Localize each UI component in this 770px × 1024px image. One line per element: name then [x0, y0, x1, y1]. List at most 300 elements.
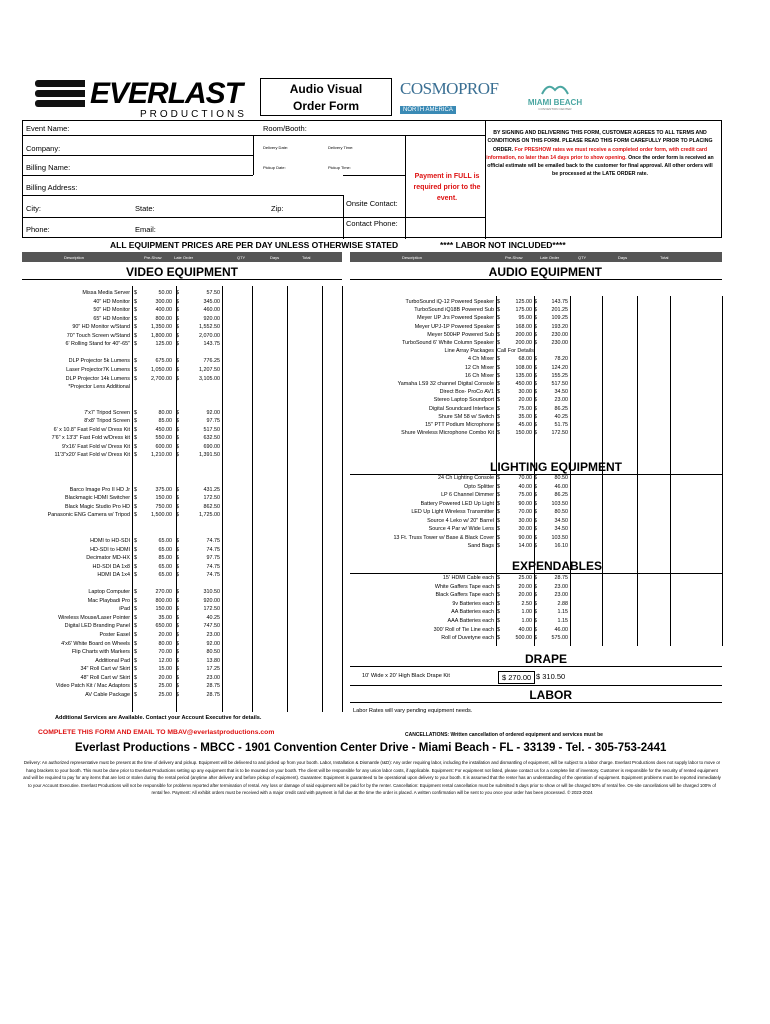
item-description: AAA Batteries each [447, 618, 494, 624]
item-description: Black Gaffers Tape each [435, 592, 494, 599]
item-preshow-currency: $ [134, 307, 137, 314]
item-description: Wireless Mouse/Laser Pointer [58, 614, 130, 621]
item-preshow-price: 90.00 [518, 534, 532, 541]
item-late-currency: $ [176, 366, 179, 373]
item-description: 34" Roll Cart w/ Skirt [80, 666, 130, 673]
item-late-price: 46.00 [554, 626, 568, 633]
item-preshow-price: 500.00 [515, 635, 532, 642]
labor-title: LABOR [350, 688, 722, 703]
item-preshow-price: 65.00 [158, 537, 172, 544]
item-preshow-price: 550.00 [155, 435, 172, 442]
item-late-price: 2,070.00 [199, 332, 220, 339]
item-preshow-currency: $ [134, 563, 137, 570]
item-late-price: 80.50 [554, 475, 568, 481]
item-preshow-currency: $ [134, 537, 137, 544]
item-late-price: 345.00 [203, 298, 220, 305]
item-preshow-currency: $ [497, 592, 500, 599]
item-preshow-price: 650.00 [155, 623, 172, 630]
item-preshow-price: 1,050.00 [151, 366, 172, 373]
pickup-time-field[interactable]: Pickup Time: [328, 165, 351, 170]
item-late-currency: $ [176, 640, 179, 647]
item-late-currency: $ [176, 418, 179, 425]
item-late-currency: $ [176, 512, 179, 519]
item-description: Yamaha LS9 32 channel Digital Console [397, 381, 494, 387]
item-preshow-currency: $ [497, 483, 500, 490]
item-preshow-currency: $ [134, 495, 137, 502]
item-preshow-price: 1.00 [521, 618, 532, 624]
item-preshow-currency: $ [134, 623, 137, 630]
item-preshow-currency: $ [497, 492, 500, 499]
item-late-currency: $ [176, 623, 179, 630]
item-description: 12 Ch Mixer [464, 364, 494, 371]
item-preshow-currency: $ [134, 426, 137, 433]
item-preshow-price [138, 470, 172, 478]
item-late-price: 1,552.50 [199, 324, 220, 331]
item-description: 13 Ft. Truss Tower w/ Base & Black Cover [393, 534, 494, 541]
item-preshow-currency: $ [497, 299, 500, 305]
item-late-currency: $ [534, 492, 537, 499]
item-description: 300' Roll of Tie Line each [433, 626, 494, 633]
item-late-price: 747.50 [203, 623, 220, 630]
item-preshow-price: 35.00 [158, 614, 172, 621]
video-equipment-title: VIDEO EQUIPMENT [22, 265, 342, 280]
item-preshow-price: 14.00 [518, 543, 532, 550]
item-description: 65" HD Monitor [93, 315, 130, 322]
item-preshow-price: 125.00 [515, 299, 532, 305]
item-late-price: 23.00 [554, 583, 568, 590]
item-description: HDMI to HD-SDI [90, 537, 130, 544]
item-preshow-currency: $ [134, 649, 137, 656]
item-description: Battery Powered LED Up Light [420, 500, 494, 507]
item-late-price: 80.50 [554, 509, 568, 516]
item-late-currency: $ [176, 572, 179, 579]
item-late-price: 51.75 [554, 422, 568, 428]
item-late-price: 460.00 [203, 307, 220, 314]
item-description [0, 521, 130, 529]
item-preshow-price: 25.00 [518, 575, 532, 581]
payment-notice: Payment in FULL is required prior to the event. [413, 173, 481, 202]
item-late-price: 431.25 [203, 486, 220, 493]
item-preshow-price: 20.00 [158, 632, 172, 638]
billing-address-field[interactable]: Billing Address: [26, 183, 78, 192]
item-late-price: 74.75 [206, 537, 220, 544]
item-description: 50" HD Monitor [93, 307, 130, 314]
onsite-contact-field[interactable]: Onsite Contact: [346, 199, 398, 208]
delivery-time-field[interactable]: Delivery Time: [328, 145, 354, 150]
item-description: 6' Rolling Stand for 40"-65" [65, 341, 130, 348]
item-late-currency: $ [176, 341, 179, 348]
drape-row [350, 668, 722, 686]
item-description: Decimator MD-HX [86, 555, 130, 562]
item-preshow-currency: $ [497, 575, 500, 581]
item-preshow-currency: $ [497, 356, 500, 363]
item-description [0, 461, 130, 469]
item-late-currency: $ [176, 683, 179, 690]
labor-note: Labor Rates will vary pending equipment needs. [353, 708, 473, 714]
item-late-price [180, 350, 220, 358]
item-description: 7'x7' Tripod Screen [84, 409, 130, 416]
item-description [0, 581, 130, 589]
item-late-currency: $ [534, 372, 537, 379]
state-field[interactable]: State: [135, 204, 155, 213]
item-late-currency: $ [176, 555, 179, 562]
item-description: Digital Soundcard Interface [428, 405, 494, 412]
item-late-currency: $ [176, 503, 179, 510]
item-late-price: 17.25 [206, 666, 220, 673]
form-title [260, 78, 392, 116]
item-late-currency: $ [176, 298, 179, 305]
item-late-currency: $ [534, 381, 537, 387]
item-late-price: 40.25 [206, 614, 220, 621]
item-preshow-currency: $ [497, 517, 500, 524]
item-description: Additional Pad [95, 657, 130, 664]
item-late-price: 155.25 [551, 372, 568, 379]
item-late-price: 920.00 [203, 315, 220, 322]
item-preshow-price: 70.00 [158, 649, 172, 656]
item-late-currency: $ [534, 356, 537, 363]
item-preshow-currency: $ [497, 372, 500, 379]
item-late-currency: $ [176, 632, 179, 638]
column-divider [496, 475, 497, 552]
item-preshow-currency: $ [497, 618, 500, 624]
item-late-currency: $ [534, 430, 537, 437]
item-description: Digital LED Branding Panel [64, 623, 130, 630]
item-preshow-price [138, 581, 172, 589]
col-days: Days [618, 255, 628, 260]
item-description: Blackmagic HDMI Switcher [64, 495, 130, 502]
item-preshow-currency: $ [134, 674, 137, 681]
item-description: 7'6" x 13'3" Fast Fold w/Dress kit [51, 435, 130, 442]
item-late-price [180, 384, 220, 392]
event-name-field[interactable]: Event Name: [26, 124, 70, 133]
terms-notice [485, 129, 715, 179]
col-description: Description [402, 255, 423, 260]
item-late-price [180, 581, 220, 589]
item-description: Video Patch Kit / Mac Adaptors [55, 683, 130, 690]
item-late-price: 80.50 [206, 649, 220, 656]
item-preshow-currency: $ [134, 315, 137, 322]
item-preshow-price: 40.00 [518, 626, 532, 633]
item-description: 4'x6' White Board on Wheels [61, 640, 130, 647]
miami-wave-icon [540, 82, 570, 96]
room-booth-field[interactable]: Room/Booth: [263, 124, 307, 133]
item-late-currency: $ [176, 332, 179, 339]
item-preshow-currency: $ [134, 555, 137, 562]
item-late-price: 34.50 [554, 526, 568, 533]
zip-field[interactable]: Zip: [271, 204, 284, 213]
item-late-currency: $ [534, 331, 537, 338]
item-late-price: 78.20 [554, 356, 568, 363]
item-description: DLP Projector 14k Lumens [65, 375, 130, 382]
item-preshow-price: 20.00 [518, 397, 532, 404]
item-preshow-currency: $ [134, 486, 137, 493]
item-preshow-price: 2,700.00 [151, 375, 172, 382]
item-preshow-price: 800.00 [155, 597, 172, 604]
item-description: Laser Projector7K Lumens [66, 366, 130, 373]
miami-name: MIAMI BEACH [527, 98, 583, 107]
item-preshow-currency: $ [134, 375, 137, 382]
item-preshow-price: 12.00 [158, 657, 172, 664]
customer-info-form [22, 120, 722, 238]
item-preshow-price: 450.00 [155, 426, 172, 433]
complete-form-email[interactable]: COMPLETE THIS FORM AND EMAIL TO MBAV@everlastproductions.com [38, 729, 275, 736]
grid-line [722, 296, 723, 646]
item-preshow-currency: $ [134, 332, 137, 339]
item-late-price: 57.50 [206, 290, 220, 296]
item-late-price: 1,725.00 [199, 512, 220, 519]
item-preshow-price: 1,800.00 [151, 332, 172, 339]
item-preshow-price: 450.00 [515, 381, 532, 387]
item-description: 90" HD Monitor w/Stand [72, 324, 130, 331]
item-late-price: 109.25 [551, 315, 568, 322]
item-late-currency: $ [534, 626, 537, 633]
company-address: Everlast Productions - MBCC - 1901 Convention Center Drive - Miami Beach - FL - 33139 - Tel. - 305-753-2441 [75, 742, 667, 754]
item-late-currency: $ [176, 614, 179, 621]
item-preshow-price [138, 529, 172, 537]
item-description: 70" Touch Screen w/Stand [66, 332, 130, 339]
item-description: 6' x 10.8" Fast Fold w/ Dress Kit [53, 426, 130, 433]
item-preshow-price: 1.00 [521, 609, 532, 616]
everlast-logo [35, 77, 247, 120]
item-late-currency: $ [176, 435, 179, 442]
contact-phone-field[interactable]: Contact Phone: [346, 219, 398, 228]
item-late-price: 690.00 [203, 443, 220, 450]
grid-line [252, 286, 253, 712]
item-preshow-price: 68.00 [518, 356, 532, 363]
drape-preshow-price: $ 270.00 [498, 671, 535, 684]
item-description: Black Magic Studio Pro HD [64, 503, 130, 510]
item-preshow-price: 65.00 [158, 563, 172, 570]
item-description: Shure SM 58 w/ Switch [438, 413, 494, 420]
phone-field[interactable]: Phone: [26, 225, 50, 234]
item-preshow-currency: $ [497, 626, 500, 633]
item-late-currency: $ [534, 543, 537, 550]
item-description [0, 478, 130, 486]
item-late-currency: $ [176, 409, 179, 416]
item-late-currency: $ [176, 546, 179, 553]
item-late-price: 92.00 [206, 409, 220, 416]
item-preshow-currency: $ [134, 366, 137, 373]
logo-subtext: PRODUCTIONS [140, 109, 247, 120]
grid-line [222, 286, 223, 712]
item-late-price: 103.50 [551, 500, 568, 507]
item-preshow-currency: $ [497, 526, 500, 533]
item-description: 9'x16' Fast Fold w/ Dress Kit [62, 443, 130, 450]
item-late-currency: $ [534, 534, 537, 541]
item-preshow-currency: $ [134, 358, 137, 365]
item-late-currency: $ [534, 413, 537, 420]
legal-terms: Delivery: An authorized representative must be present at the time of delivery and pickup. Equipment will be delivered to and picked up from your booth. Labor, Installation & Dismantle (I&D): Any order requiring labor, including the installation and dismantling of equipment, will be subject to a labor charge. Everlast Productions does not supply labor to move or hang brackets to your booth. This must be done prior to Everlast Productions setting up any equipment that is to be mounted on your booth. The client will be responsible for any union labor costs, if applicable. Equipment: For equipment not listed, please contact us for a complete list of inventory. Customer is responsible for the security of rented equipment and will be required to pay for any items that are lost or stolen during the rental period (anytime after delivery and before pickup of equipment). Guarantee: Equipment is guaranteed to be operational upon delivery to your booth. It is assumed that the renter has an understanding of the operation of equipment. Equipment problems must be reported immediately to your Account Executive. Everlast Productions will not be responsible for problems reported after termination of rental. Any loss or damage of said equipment will be paid for by the renter. Cancellation: Equipment rental cancellation must be submitted 5 days prior to show or will be charged 50% of rental fee. On-site cancellations will be charged 100% of rental fee. Payment: All exhibit orders must be received with a major credit card with payment in full due at the time the order is placed. A written confirmation will be sent to you once your order has been processed. © 2023-2024 [23, 760, 721, 796]
item-late-price: 230.00 [551, 331, 568, 338]
col-description: Description [64, 255, 85, 260]
delivery-date-field[interactable]: Delivery Date: [263, 145, 289, 150]
item-preshow-currency: $ [134, 443, 137, 450]
item-preshow-currency: $ [134, 418, 137, 425]
item-description: TurboSound iQ-12 Powered Speaker [405, 299, 494, 305]
col-late-order: Late Order [174, 255, 194, 260]
item-preshow-currency: $ [497, 609, 500, 616]
item-preshow-price: 50.00 [158, 290, 172, 296]
item-description: 48" Roll Cart w/ Skirt [80, 674, 130, 681]
item-late-currency: $ [176, 597, 179, 604]
item-late-price: 193.20 [551, 323, 568, 330]
item-late-price: 74.75 [206, 546, 220, 553]
item-late-price: 172.50 [203, 495, 220, 502]
drape-desc: 10' Wide x 20' High Black Drape Kit [362, 673, 450, 679]
item-preshow-price: 65.00 [158, 546, 172, 553]
item-late-currency: $ [534, 483, 537, 490]
item-late-price: 28.75 [554, 575, 568, 581]
item-late-price: 517.50 [203, 426, 220, 433]
item-late-currency: $ [176, 674, 179, 681]
item-description: 15' HDMI Cable each [442, 575, 494, 581]
item-late-price: 201.25 [551, 307, 568, 314]
item-preshow-price: 70.00 [518, 475, 532, 481]
item-description: Stereo Laptop Soundport [433, 397, 494, 404]
item-preshow-price: 85.00 [158, 418, 172, 425]
item-preshow-price: 70.00 [518, 509, 532, 516]
item-preshow-currency: $ [497, 389, 500, 396]
item-late-price [180, 478, 220, 486]
item-preshow-price: 135.00 [515, 372, 532, 379]
item-late-currency: $ [534, 618, 537, 624]
item-late-price [180, 401, 220, 409]
item-description: HD-SDI to HDMI [90, 546, 130, 553]
cosmoprof-region: NORTH AMERICA [400, 106, 456, 114]
item-description: 9v Batteries each [452, 600, 494, 607]
item-description: 16 Ch Mixer [464, 372, 494, 379]
item-preshow-price: 168.00 [515, 323, 532, 330]
miami-sub: CONVENTION CENTER [538, 107, 572, 111]
labor-not-included-banner: **** LABOR NOT INCLUDED**** [440, 240, 566, 250]
item-preshow-currency: $ [134, 589, 137, 596]
company-field[interactable]: Company: [26, 144, 61, 153]
item-late-price: 13.80 [206, 657, 220, 664]
terms-agree-text: BY SIGNING AND DELIVERING THIS FORM, CUSTOMER AGREES TO ALL TERMS AND CONDITIONS ON THIS FORM. PLEASE READ THIS FORM CAREFULLY PRIOR TO PLACING ORDER. [487, 130, 713, 153]
item-late-price: 103.50 [551, 534, 568, 541]
item-preshow-currency: $ [497, 340, 500, 346]
item-description: iPad [119, 606, 130, 613]
item-preshow-price: 1,210.00 [151, 452, 172, 459]
item-late-price: 310.50 [203, 589, 220, 596]
item-description: AA Batteries each [451, 609, 494, 616]
pickup-date-field[interactable]: Pickup Date: [263, 165, 286, 170]
item-preshow-price [138, 350, 172, 358]
item-late-price: 74.75 [206, 563, 220, 570]
item-preshow-price: 150.00 [515, 430, 532, 437]
item-late-price: 97.75 [206, 555, 220, 562]
item-late-price: 23.00 [206, 632, 220, 638]
item-description: Missa Media Server [82, 290, 130, 296]
item-preshow-currency: $ [134, 614, 137, 621]
item-preshow-currency: $ [134, 341, 137, 348]
item-late-price: 23.00 [206, 674, 220, 681]
item-late-price: 575.00 [551, 635, 568, 642]
item-late-currency: $ [176, 537, 179, 544]
item-late-price: 124.20 [551, 364, 568, 371]
item-preshow-price: 1,500.00 [151, 512, 172, 519]
city-field[interactable]: City: [26, 204, 41, 213]
item-description: Meyer 500HP Powered Sub [427, 331, 494, 338]
item-late-currency: $ [176, 375, 179, 382]
item-late-currency: $ [176, 315, 179, 322]
item-preshow-price: 35.00 [518, 413, 532, 420]
item-description [0, 529, 130, 537]
billing-name-field[interactable]: Billing Name: [26, 163, 71, 172]
item-late-price: 16.10 [554, 543, 568, 550]
cancellation-note: CANCELLATIONS: Written cancellation of ordered equipment and services must be [405, 732, 603, 738]
item-late-price: 34.50 [554, 517, 568, 524]
item-late-price: 632.50 [203, 435, 220, 442]
item-late-price: 143.75 [551, 299, 568, 305]
item-preshow-price [138, 478, 172, 486]
item-late-price [180, 529, 220, 537]
item-call-for-details: Call For Details [497, 348, 534, 355]
item-late-currency: $ [176, 657, 179, 664]
column-divider [496, 299, 497, 438]
item-late-price: 74.75 [206, 572, 220, 579]
item-preshow-currency: $ [497, 413, 500, 420]
item-description: Roll of Duvetyne each [441, 635, 494, 642]
item-late-price: 86.25 [554, 405, 568, 412]
item-preshow-currency: $ [134, 683, 137, 690]
item-preshow-currency: $ [497, 315, 500, 322]
item-late-price: 40.25 [554, 413, 568, 420]
drape-title: DRAPE [350, 652, 722, 667]
item-preshow-currency: $ [134, 298, 137, 305]
item-late-price: 1.15 [557, 609, 568, 616]
item-preshow-price [138, 461, 172, 469]
item-preshow-price: 80.00 [158, 640, 172, 647]
item-late-currency: $ [176, 691, 179, 698]
item-late-currency: $ [534, 315, 537, 322]
col-qty: QTY [237, 255, 246, 260]
item-description: Sand Bags [467, 543, 494, 550]
item-preshow-currency: $ [497, 543, 500, 550]
item-late-price: 776.25 [203, 358, 220, 365]
item-description [0, 393, 130, 401]
item-preshow-price: 45.00 [518, 422, 532, 428]
item-late-currency: $ [534, 575, 537, 581]
item-description: Mac Playbadi Pro [87, 597, 130, 604]
logo-text: EVERLAST [90, 77, 243, 110]
cosmoprof-logo [400, 79, 499, 113]
item-preshow-price: 200.00 [515, 340, 532, 346]
item-late-price: 23.00 [554, 397, 568, 404]
item-preshow-currency: $ [497, 475, 500, 481]
item-preshow-price: 95.00 [518, 315, 532, 322]
item-late-currency: $ [176, 358, 179, 365]
item-late-price: 2.88 [557, 600, 568, 607]
item-late-price: 92.00 [206, 640, 220, 647]
item-late-currency: $ [534, 517, 537, 524]
email-field[interactable]: Email: [135, 225, 156, 234]
item-description: LP 6 Channel Dimmer [441, 492, 494, 499]
item-description: 8'x8' Tripod Screen [84, 418, 130, 425]
item-late-currency: $ [176, 290, 179, 296]
logo-bars [35, 80, 85, 108]
col-qty: QTY [578, 255, 587, 260]
item-preshow-price: 90.00 [518, 500, 532, 507]
item-preshow-price: 400.00 [155, 307, 172, 314]
item-preshow-currency: $ [497, 583, 500, 590]
item-preshow-currency: $ [134, 597, 137, 604]
item-late-price [180, 470, 220, 478]
item-description [0, 401, 130, 409]
item-late-price: 172.50 [203, 606, 220, 613]
col-pre-show: Pre-Show [505, 255, 523, 260]
drape-late-price: $ 310.50 [536, 672, 566, 681]
